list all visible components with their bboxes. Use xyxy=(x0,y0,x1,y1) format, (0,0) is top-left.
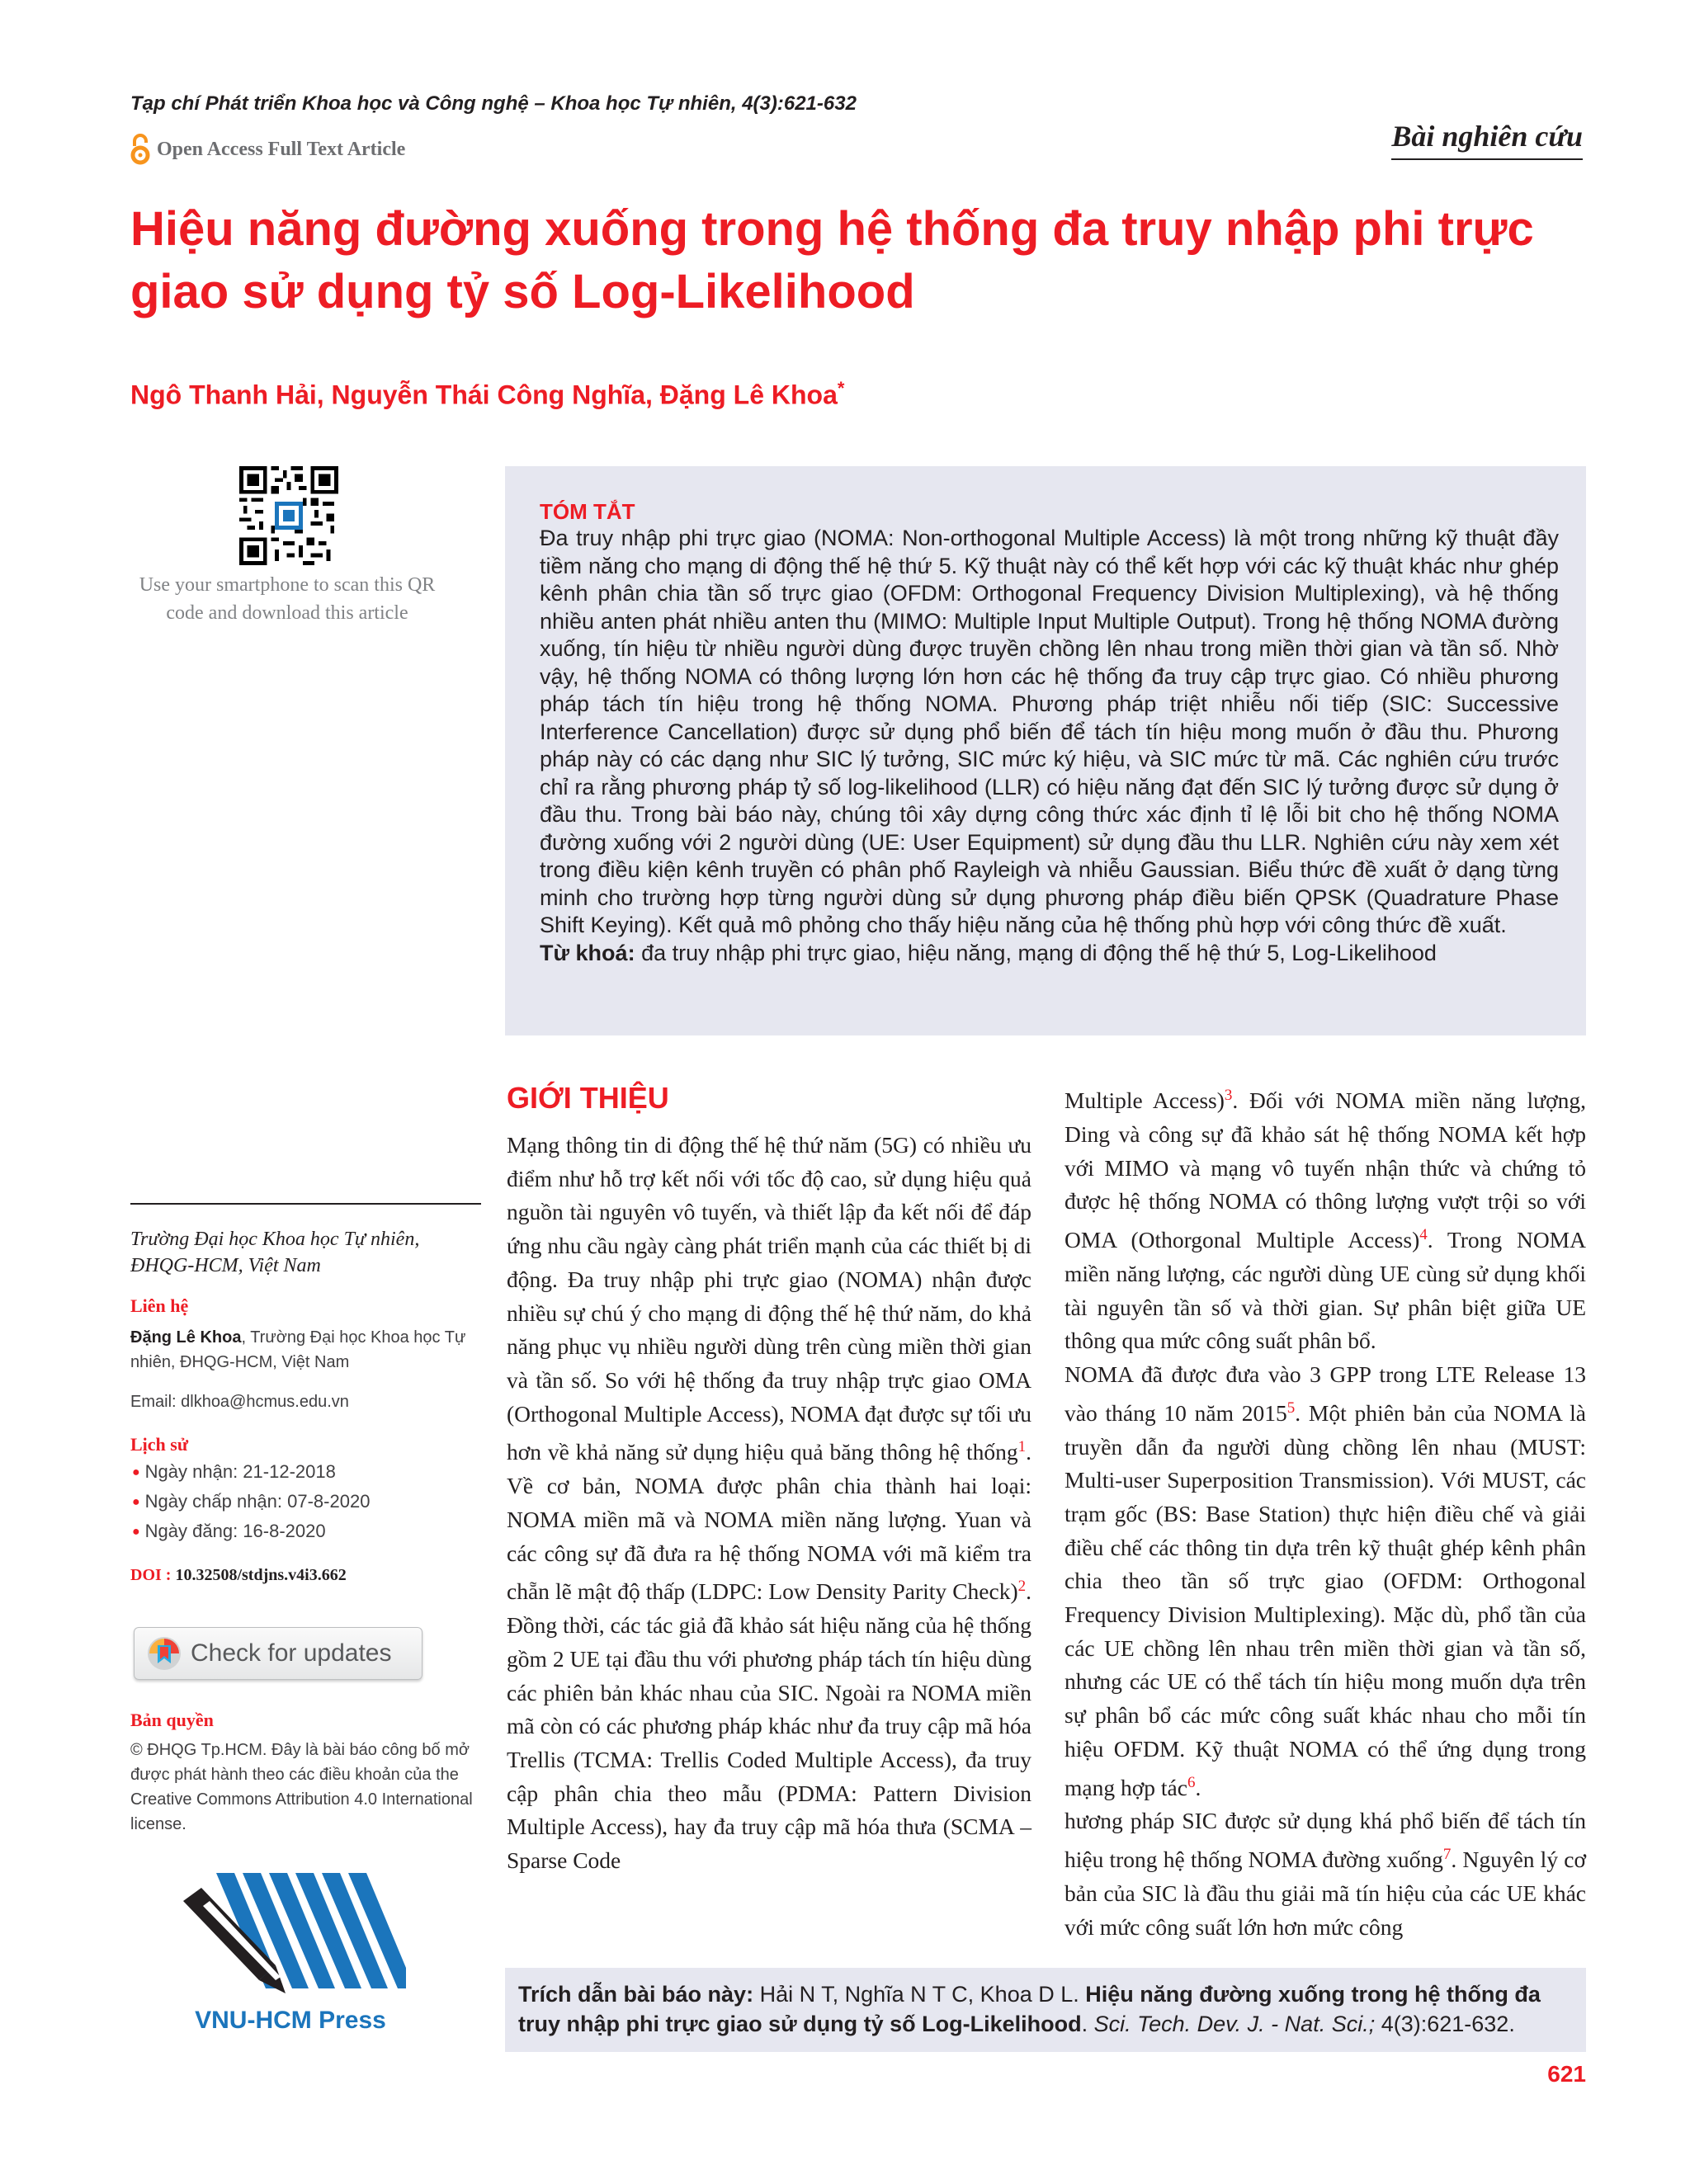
col1-text-a: Mạng thông tin di động thế hệ thứ năm (5G) có nhiều ưu điểm như hỗ trợ kết nối với tốc độ cao, sử dụng hiệu quả nguồn tài nguyên vô tuyến, và thiết lập đa kết nối để đáp ứng nhu cầu ngày càng phát triển mạnh của các thiết bị di động. Đa truy nhập phi trực giao (NOMA) nhận được nhiều sự chú ý cho mạng di động thế hệ thứ năm, do khả năng phục vụ nhiều người dùng trên cùng miền thời gian và tần số. So với hệ thống đa truy nhập trực giao OMA (Orthogonal Multiple Access), NOMA đạt được sự tối ưu hơn về khả năng sử dụng hiệu quả băng thông hệ thống xyxy=(507,1132,1031,1465)
reference-2[interactable]: 2 xyxy=(1017,1578,1027,1596)
col2-text-b: . Đối với NOMA miền năng lượng, Ding và công sự đã khảo sát hệ thống NOMA kết hợp với MIMO và mạng vô tuyến nhận thức và chứng tỏ được hệ thống NOMA có thông lượng vượt trội so với OMA (Othorgonal Multiple Access) xyxy=(1065,1087,1586,1253)
intro-paragraph-3 xyxy=(1065,1804,1586,1944)
col2-text-g: hương pháp SIC được sử dụng khá phổ biến để tách tín hiệu trong hệ thống NOMA đường xuống xyxy=(1065,1808,1586,1873)
open-access-lock-icon xyxy=(130,134,150,165)
open-access-label: Open Access Full Text Article xyxy=(157,138,406,160)
col2-text-e: . Một phiên bản của NOMA là truyền dẫn đa người dùng chồng lên nhau (MUST: Multi-user Superposition Transmission). Với MUST, các trạm gốc (BS: Base Station) thực hiện điều chế và giải điều chế các thông tin dựa trên kỹ thuật ghép kênh phân chia theo tần số trực giao (OFDM: Orthogonal Frequency Division Multiplexing). Mặc dù, phổ tần của các UE chồng lên nhau trên miền thời gian và tần số, nhưng các UE có thể tách tín hiệu mong muốn dựa trên sự phân bổ các mức công suất khác nhau cho mỗi tín hiệu OFDM. Kỹ thuật NOMA có thể ứng dụng trong mạng hợp tác xyxy=(1065,1399,1586,1800)
history-heading: Lịch sử xyxy=(130,1434,189,1455)
section-heading-introduction: GIỚI THIỆU xyxy=(507,1081,669,1115)
contact-name: Đặng Lê Khoa xyxy=(130,1328,242,1347)
citation-box xyxy=(505,1968,1586,2052)
contact-affiliation: , Trường Đại học Khoa học Tự nhiên, ĐHQG-HCM, Việt Nam xyxy=(130,1328,466,1371)
intro-paragraph-2 xyxy=(1065,1358,1586,1804)
journal-name: Tạp chí Phát triển Khoa học và Công nghệ – Khoa học Tự nhiên, 4(3):621-632 xyxy=(130,92,857,115)
open-access-line xyxy=(130,134,405,165)
contact-info xyxy=(130,1325,485,1375)
abstract-box xyxy=(505,466,1586,1035)
keywords-text: đa truy nhập phi trực giao, hiệu năng, mạng di động thế hệ thứ 5, Log-Likelihood xyxy=(641,940,1437,965)
article-type: Bài nghiên cứu xyxy=(1391,119,1583,160)
col2-text-f: . xyxy=(1195,1774,1201,1800)
page-number: 621 xyxy=(1547,2061,1586,2087)
col1-text-b: . Về cơ bản, NOMA được phân chia thành hai loại: NOMA miền mã và NOMA miền năng lượng. Yuan và các công sự đã đưa ra hệ thống NOMA với mã kiểm tra chẵn lẽ mật độ thấp (LDPC: Low Density Parity Check) xyxy=(507,1439,1031,1605)
reference-3[interactable]: 3 xyxy=(1224,1087,1233,1104)
abstract-heading: TÓM TẮT xyxy=(540,499,635,524)
col2-text-a: Multiple Access) xyxy=(1065,1087,1225,1114)
citation-pages: 4(3):621-632. xyxy=(1375,2012,1515,2036)
citation-text xyxy=(518,1979,1574,2039)
qr-code-icon[interactable] xyxy=(239,466,338,565)
history-accepted: ● Ngày chấp nhận: 07-8-2020 xyxy=(132,1488,370,1517)
doi-label: DOI : xyxy=(130,1566,172,1584)
history-list xyxy=(132,1458,370,1547)
intro-paragraph-1 xyxy=(507,1129,1031,1878)
copyright-heading: Bản quyền xyxy=(130,1710,214,1730)
crossmark-icon xyxy=(146,1635,182,1672)
doi-value[interactable]: 10.32508/stdjns.v4i3.662 xyxy=(175,1566,347,1584)
qr-caption: Use your smartphone to scan this QR code and download this article xyxy=(139,574,436,624)
col2-text-c: . Trong NOMA miền năng lượng, các người dùng UE cùng sử dụng khối tài nguyên tần số và thời gian. Sự phân biệt giữa UE thông qua mức công suất phân bổ. xyxy=(1065,1227,1586,1354)
sidebar-divider xyxy=(130,1203,481,1205)
intro-paragraph-1-cont xyxy=(1065,1079,1586,1358)
reference-1[interactable]: 1 xyxy=(1017,1438,1027,1456)
citation-authors: Hải N T, Nghĩa N T C, Khoa D L. xyxy=(753,1982,1086,2007)
citation-journal: Sci. Tech. Dev. J. - Nat. Sci.; xyxy=(1093,2012,1376,2036)
citation-title: Hiệu năng đường xuống trong hệ thống đa truy nhập phi trực giao sử dụng tỷ số Log-Likelihood xyxy=(518,1982,1541,2036)
reference-6[interactable]: 6 xyxy=(1187,1773,1196,1791)
copyright-text: © ĐHQG Tp.HCM. Đây là bài báo công bố mở được phát hành theo các điều khoản của the Creative Commons Attribution 4.0 International license. xyxy=(130,1741,473,1833)
affiliation: Trường Đại học Khoa học Tự nhiên, ĐHQG-HCM, Việt Nam xyxy=(130,1229,420,1276)
check-for-updates-label: Check for updates xyxy=(191,1639,392,1667)
col1-text-c: . Đồng thời, các tác giả đã khảo sát hiệu năng của hệ thống gồm 2 UE tại đầu thu với phương pháp tách tín hiệu dùng các phiên bản khác nhau của SIC. Ngoài ra NOMA miền mã còn có các phương pháp khác như đa truy cập mã hóa Trellis (TCMA: Trellis Coded Multiple Access), đa truy cập phân chia theo mẫu (PDMA: Pattern Division Multiple Access), hay đa truy cập mã hóa thưa (SCMA – Sparse Code xyxy=(507,1578,1031,1874)
authors xyxy=(130,378,844,411)
doi xyxy=(130,1566,347,1585)
authors-list: Ngô Thanh Hải, Nguyễn Thái Công Nghĩa, Đặng Lê Khoa xyxy=(130,380,838,410)
body-column-1 xyxy=(507,1129,1031,1878)
history-received: ● Ngày nhận: 21-12-2018 xyxy=(132,1458,370,1488)
abstract-text: Đa truy nhập phi trực giao (NOMA: Non-orthogonal Multiple Access) là một trong những kỹ thuật đầy tiềm năng cho mạng di động thế hệ thứ 5. Kỹ thuật này có thể kết hợp với các kỹ thuật khác như ghép kênh phân chia tần số trực giao (OFDM: Orthogonal Frequency Division Multiplexing), và hệ thống nhiều anten phát nhiều anten thu (MIMO: Multiple Input Multiple Output). Trong hệ thống NOMA đường xuống, tín hiệu từ nhiều người dùng được truyền chồng lên nhau trong miền thời gian và tần số. Nhờ vậy, hệ thống NOMA có thông lượng lớn hơn các hệ thống đa truy cập trực giao. Có nhiều phương pháp tách tín hiệu trong hệ thống NOMA. Phương pháp triệt nhiễu nối tiếp (SIC: Successive Interference Cancellation) được sử dụng phổ biến để tách tín hiệu mong muốn ở đầu thu. Phương pháp này có các dạng như SIC lý tưởng, SIC mức ký hiệu, và SIC mức từ mã. Các nghiên cứu trước chỉ ra rằng phương pháp tỷ số log-likelihood (LLR) có hiệu năng đạt đến SIC lý tưởng được sử dụng ở đầu thu. Trong bài báo này, chúng tôi xây dựng công thức xác định tỉ lệ lỗi bit cho hệ thống NOMA đường xuống với 2 người dùng (UE: User Equipment) sử dụng đầu thu LLR. Nghiên cứu này xem xét trong điều kiện kênh truyền có phân phố Rayleigh và nhiễu Gaussian. Biểu thức đề xuất ở dạng từng minh cho trường hợp từng người dùng sử dụng phương pháp điều biến QPSK (Quadrature Phase Shift Keying). Kết quả mô phỏng cho thấy hiệu năng của hệ thống phù hợp với công thức đề xuất. xyxy=(540,526,1559,937)
vnu-hcm-press-logo xyxy=(183,1873,406,2005)
citation-sep: . xyxy=(1081,2012,1094,2036)
col2-text-h: . Nguyên lý cơ bản của SIC là đầu thu giải mã tín hiệu của các UE khác với mức công suất lớn hơn mức công xyxy=(1065,1847,1586,1940)
reference-4[interactable]: 4 xyxy=(1419,1225,1428,1243)
corresponding-mark: * xyxy=(837,378,845,399)
article-title: Hiệu năng đường xuống trong hệ thống đa truy nhập phi trực giao sử dụng tỷ số Log-Likelihood xyxy=(130,202,1534,318)
col2-text-d: NOMA đã được đưa vào 3 GPP trong LTE Release 13 vào tháng 10 năm 2015 xyxy=(1065,1361,1586,1426)
reference-7[interactable]: 7 xyxy=(1442,1846,1452,1864)
history-published: ● Ngày đăng: 16-8-2020 xyxy=(132,1517,370,1547)
contact-email[interactable]: Email: dlkhoa@hcmus.edu.vn xyxy=(130,1393,349,1411)
keywords xyxy=(540,940,1559,968)
reference-5[interactable]: 5 xyxy=(1286,1399,1296,1417)
keywords-label: Từ khoá: xyxy=(540,940,635,965)
contact-heading: Liên hệ xyxy=(130,1295,189,1316)
check-for-updates-button[interactable] xyxy=(134,1627,422,1680)
press-name: VNU-HCM Press xyxy=(195,2007,386,2034)
citation-label: Trích dẫn bài báo này: xyxy=(518,1982,754,2007)
body-column-2 xyxy=(1065,1079,1586,1944)
